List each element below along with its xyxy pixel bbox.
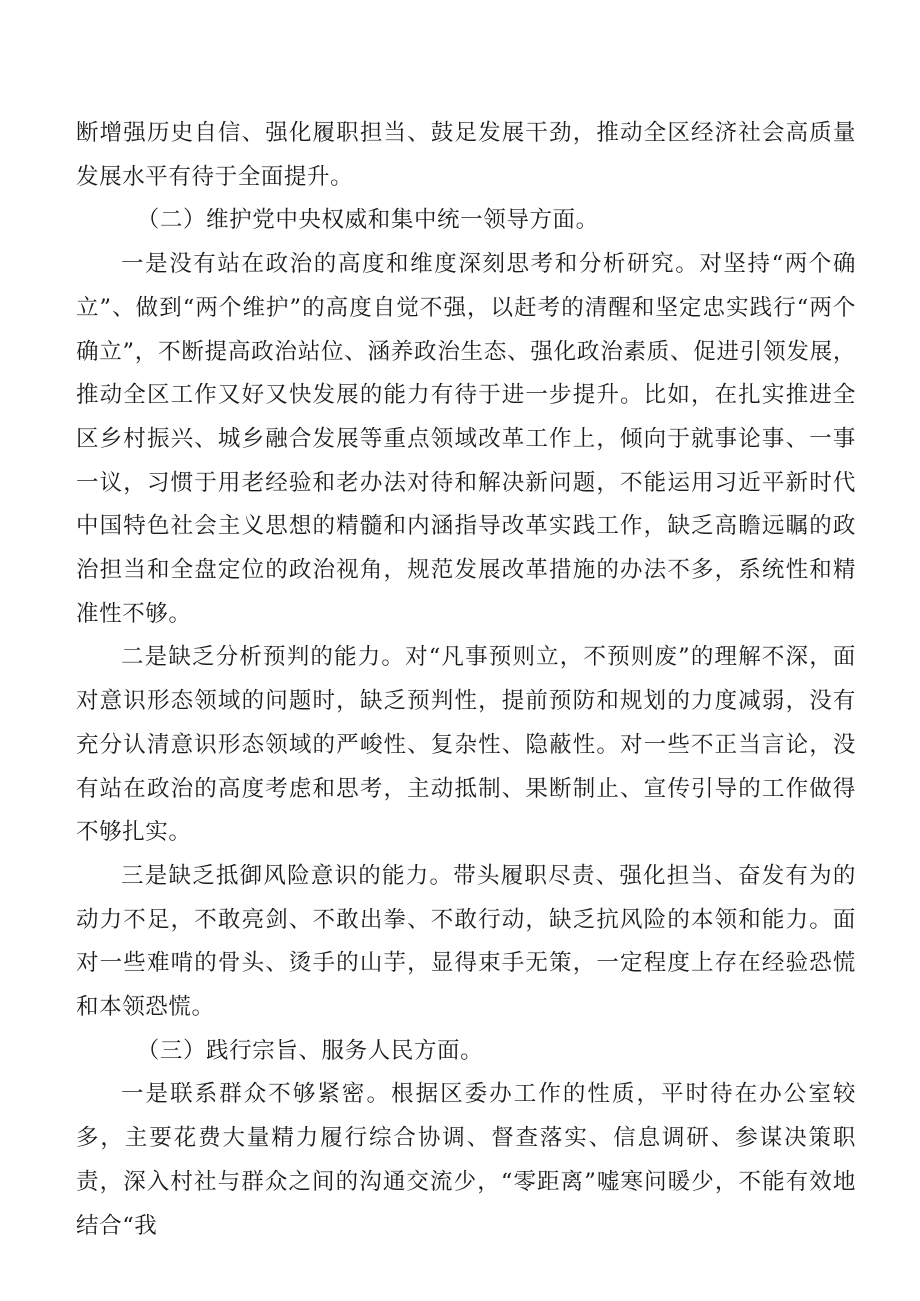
section-heading-2: （二）维护党中央权威和集中统一领导方面。: [136, 207, 599, 234]
paragraph-risk-resistance: 三是缺乏抵御风险意识的能力。带头履职尽责、强化担当、奋发有为的动力不足，不敢亮剑、不敢出拳、不敢行动，缺乏抗风险的本领和能力。面对一些难啃的骨头、烫手的山芋，显得束手无策，一定程度上存在经验恐慌和本领恐慌。: [76, 862, 856, 1021]
paragraph-political-height: 一是没有站在政治的高度和维度深刻思考和分析研究。对坚持“两个确立”、做到“两个维护”的高度自觉不强，以赶考的清醒和坚定忠实践行“两个确立”，不断提高政治站位、涵养政治生态、强化政治素质、促进引领发展，推动全区工作又好又快发展的能力有待于进一步提升。比如，在扎实推进全区乡村振兴、城乡融合发展等重点领域改革工作上，倾向于就事论事、一事一议，习惯于用老经验和老办法对待和解决新问题，不能运用习近平新时代中国特色社会主义思想的精髓和内涵指导改革实践工作，缺乏高瞻远瞩的政治担当和全盘定位的政治视角，规范发展改革措施的办法不多，系统性和精准性不够。: [76, 251, 856, 627]
paragraph-continuation: 断增强历史自信、强化履职担当、鼓足发展干劲，推动全区经济社会高质量发展水平有待于全面提升。: [76, 120, 856, 190]
paragraph-contact-masses: 一是联系群众不够紧密。根据区委办工作的性质，平时待在办公室较多，主要花费大量精力履行综合协调、督查落实、信息调研、参谋决策职责，深入村社与群众之间的沟通交流少，“零距离”嘘寒问暖少，不能有效地结合“我: [76, 1081, 856, 1239]
paragraph-analysis-prediction: 二是缺乏分析预判的能力。对“凡事预则立，不预则废”的理解不深，面对意识形态领域的问题时，缺乏预判性，提前预防和规划的力度减弱，没有充分认清意识形态领域的严峻性、复杂性、隐蔽性。对一些不正当言论，没有站在政治的高度考虑和思考，主动抵制、果断制止、宣传引导的工作做得不够扎实。: [76, 644, 856, 846]
document-body: [76, 112, 856, 1248]
section-heading-3: （三）践行宗旨、服务人民方面。: [136, 1037, 484, 1064]
